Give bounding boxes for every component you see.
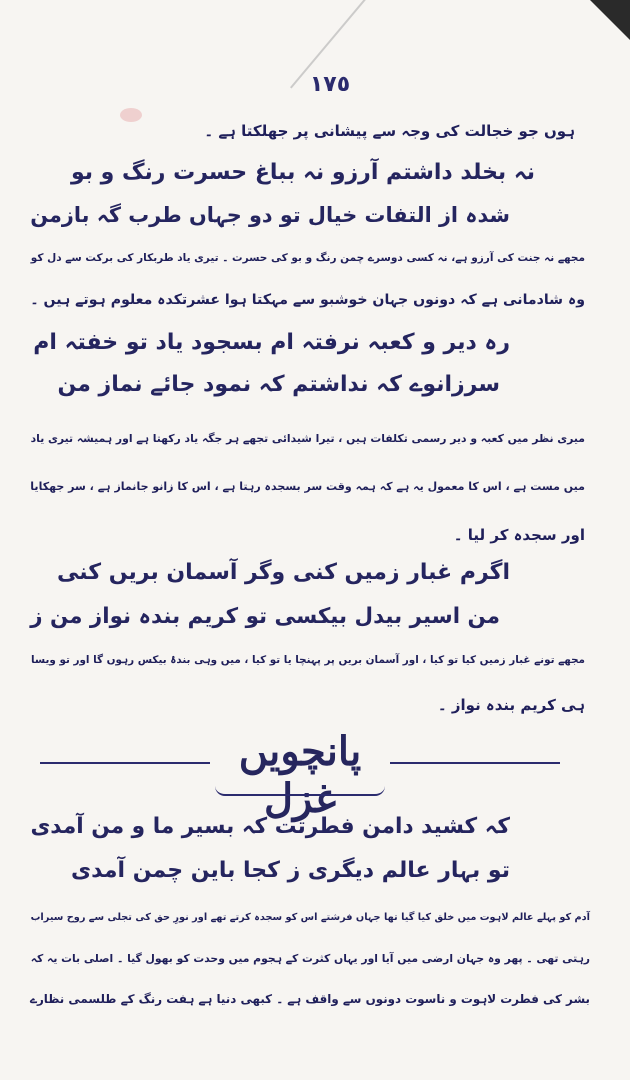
prose-line: وہ شادمانی ہے کہ دونوں جہان خوشبو سے مہکتا ہوا عشرتکدہ معلوم ہوتے ہیں ۔ bbox=[30, 292, 585, 308]
verse-line: کہ کشید دامن فطرتت کہ بسیر ما و من آمدی bbox=[30, 814, 510, 839]
verse-line: شدہ از التفات خیال تو دو جہاں طرب گہ بازمن bbox=[30, 203, 510, 227]
verse-line: اگرم غبار زمیں کنی وگر آسمان بریں کنی bbox=[57, 560, 510, 585]
ink-stain bbox=[120, 108, 142, 122]
prose-line: ہوں جو خجالت کی وجہ سے پیشانی پر جھلکتا ہے ۔ bbox=[204, 122, 575, 140]
prose-line: مجھے تونے غبار زمیں کیا تو کیا ، اور آسمان بریں پر پہنچا یا تو کیا ، میں وہی بندۂ بیکس رہوں گا اور تو ویسا bbox=[31, 654, 585, 666]
prose-line: میں مست ہے ، اس کا معمول یہ ہے کہ ہمہ وقت سر بسجدہ رہتا ہے ، اس کا زانو جانماز ہے ، سر جھکایا bbox=[30, 480, 585, 493]
prose-line: مجھے نہ جنت کی آرزو ہے، نہ کسی دوسرے چمن رنگ و بو کی حسرت ۔ تیری یاد طربکار کی برکت سے دل کو bbox=[30, 252, 585, 264]
prose-line: رہتی تھی ۔ پھر وہ جہان ارضی میں آیا اور یہاں کثرت کے ہجوم میں وحدت کو بھول گیا ۔ اصلی بات یہ کہ bbox=[30, 952, 590, 965]
prose-line: آدم کو پہلے عالم لاہوت میں خلق کیا گیا تھا جہاں فرشتے اس کو سجدہ کرتے تھے اور نورِ حق کی تجلی سے روح سیراب bbox=[30, 912, 590, 923]
heading-swash bbox=[215, 786, 385, 796]
prose-line: بشر کی فطرت لاہوت و ناسوت دونوں سے واقف ہے ۔ کبھی دنیا ہے ہفت رنگ کے طلسمی نظارے bbox=[29, 992, 590, 1006]
verse-line: من اسیر بیدل بیکسی تو کریم بندہ نواز من ز bbox=[30, 604, 500, 629]
prose-line: ہی کریم بندہ نواز ۔ bbox=[437, 696, 585, 714]
verse-line: نہ بخلد داشتم آرزو نہ بباغ حسرت رنگ و بو bbox=[70, 160, 535, 185]
prose-line: میری نظر میں کعبہ و دیر رسمی تکلفات ہیں ، تیرا شیدائی تجھے ہر جگہ یاد رکھتا ہے اور ہمیشہ تیری یاد bbox=[30, 432, 585, 445]
page-number: ١٧٥ bbox=[309, 72, 351, 97]
verse-line: سرزانوے کہ نداشتم کہ نمود جائے نماز من bbox=[57, 372, 500, 397]
section-heading bbox=[40, 728, 560, 822]
heading-title: پانچویں غزل bbox=[238, 728, 362, 822]
heading-rule-left bbox=[40, 762, 210, 764]
prose-line: اور سجدہ کر لیا ۔ bbox=[453, 526, 585, 544]
verse-line: رہ دیر و کعبہ نرفتہ ام بسجود یاد تو خفتہ ام bbox=[33, 330, 510, 355]
heading-rule-right bbox=[390, 762, 560, 764]
verse-line: تو بہار عالم دیگری ز کجا باین چمن آمدی bbox=[71, 858, 510, 883]
scan-edge-corner bbox=[590, 0, 630, 40]
